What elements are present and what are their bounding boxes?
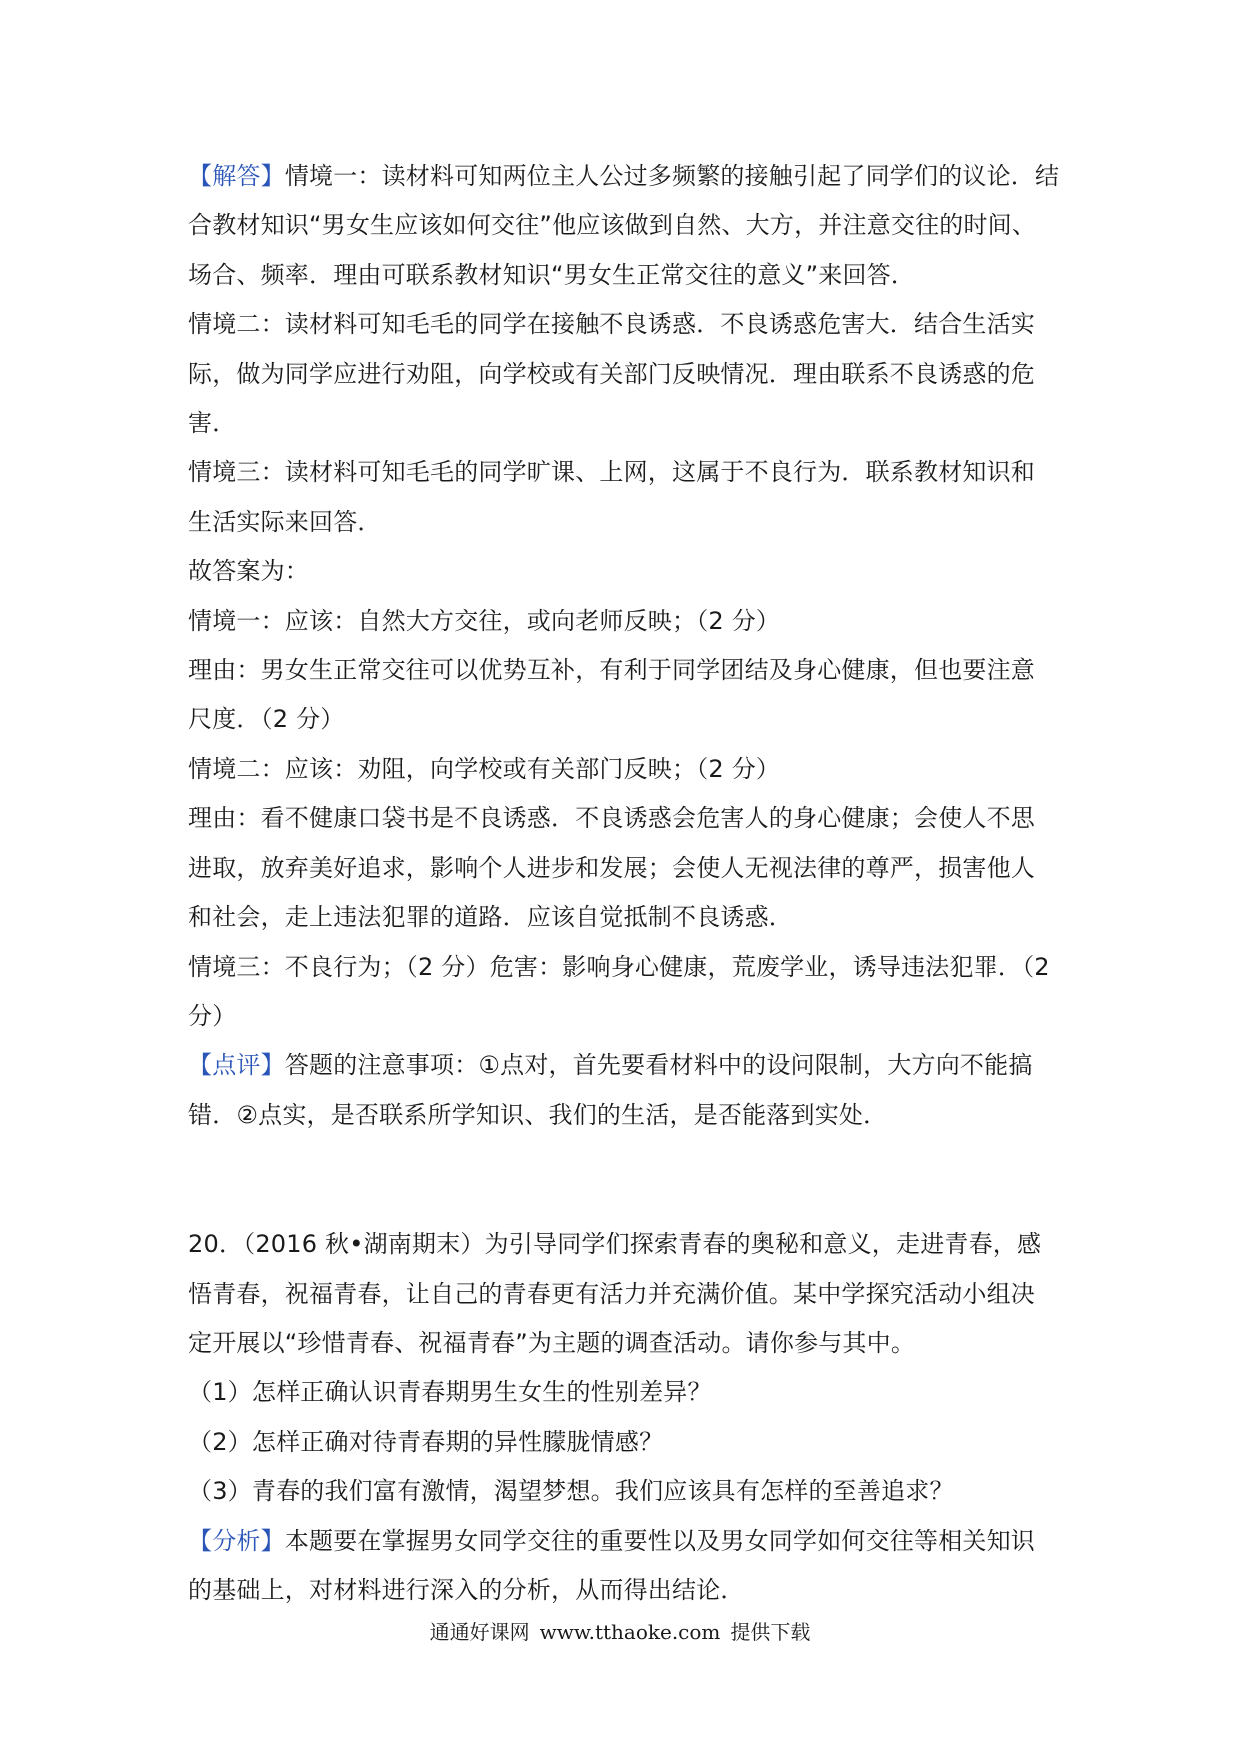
page-footer <box>0 1616 1240 1645</box>
answer-line-10: 情境一：应该：自然大方交往，或向老师反映；（2 分） <box>188 606 781 635</box>
question20-line-1: 20．（2016 秋•湖南期末）为引导同学们探索青春的奥秘和意义，走进青春，感 <box>188 1230 1042 1259</box>
answer-line-6: 害． <box>188 409 237 438</box>
answer-line-17: 情境三：不良行为；（2 分）危害：影响身心健康，荒废学业，诱导违法犯罪．（2 <box>188 952 1050 981</box>
answer-line-16: 和社会，走上违法犯罪的道路．应该自觉抵制不良诱惑． <box>188 903 793 932</box>
footer-site-name: 通通好课网 <box>429 1620 530 1644</box>
analysis-text: 本题要在掌握男女同学交往的重要性以及男女同学如何交往等相关知识 <box>284 1526 1036 1555</box>
analysis-line-1 <box>188 1517 1068 1566</box>
question20-sub-3: （3）青春的我们富有激情，渴望梦想。我们应该具有怎样的至善追求？ <box>188 1477 954 1506</box>
comment-tag: 【点评】 <box>188 1051 285 1080</box>
answer-line-9: 故答案为： <box>188 557 309 586</box>
footer-download-text: 提供下载 <box>730 1620 811 1644</box>
document-content <box>188 152 1068 1615</box>
answer-line-14: 理由：看不健康口袋书是不良诱惑．不良诱惑会危害人的身心健康；会使人不思 <box>188 804 1035 833</box>
comment-text: 答题的注意事项：①点对，首先要看材料中的设问限制，大方向不能搞 <box>284 1051 1033 1080</box>
answer-line-15: 进取，放弃美好追求，影响个人进步和发展；会使人无视法律的尊严，损害他人 <box>188 853 1035 882</box>
footer-url-link[interactable]: www.tthaoke.com <box>539 1620 721 1644</box>
answer-tag: 【解答】 <box>188 162 285 190</box>
answer-line-8: 生活实际来回答． <box>188 507 382 536</box>
comment-line-1 <box>188 1041 1068 1090</box>
comment-line-2: 错．②点实，是否联系所学知识、我们的生活，是否能落到实处． <box>188 1100 888 1129</box>
answer-line-12: 尺度．（2 分） <box>188 705 345 734</box>
answer-text: 情境一：读材料可知两位主人公过多频繁的接触引起了同学们的议论．结 <box>284 162 1060 190</box>
answer-line-13: 情境二：应该：劝阻，向学校或有关部门反映；（2 分） <box>188 754 781 783</box>
section-gap <box>188 1140 1068 1220</box>
question20-line-3: 定开展以“珍惜青春、祝福青春”为主题的调查活动。请你参与其中。 <box>188 1328 916 1357</box>
answer-line-3: 场合、频率．理由可联系教材知识“男女生正常交往的意义”来回答． <box>188 260 916 289</box>
answer-line-5: 际，做为同学应进行劝阻，向学校或有关部门反映情况．理由联系不良诱惑的危 <box>188 359 1035 388</box>
analysis-tag: 【分析】 <box>188 1526 285 1555</box>
answer-line-11: 理由：男女生正常交往可以优势互补，有利于同学团结及身心健康，但也要注意 <box>188 656 1035 685</box>
analysis-line-2: 的基础上，对材料进行深入的分析，从而得出结论． <box>188 1575 745 1604</box>
answer-line-2: 合教材知识“男女生应该如何交往”他应该做到自然、大方，并注意交往的时间、 <box>188 211 1037 240</box>
question20-line-2: 悟青春，祝福青春，让自己的青春更有活力并充满价值。某中学探究活动小组决 <box>188 1279 1035 1308</box>
answer-line-4: 情境二：读材料可知毛毛的同学在接触不良诱惑．不良诱惑危害大．结合生活实 <box>188 310 1035 339</box>
answer-line-18: 分） <box>188 1001 237 1030</box>
answer-line-7: 情境三：读材料可知毛毛的同学旷课、上网，这属于不良行为．联系教材知识和 <box>188 458 1035 487</box>
question20-sub-2: （2）怎样正确对待青春期的异性朦胧情感？ <box>188 1427 664 1456</box>
answer-line-1 <box>188 152 1068 201</box>
question20-sub-1: （1）怎样正确认识青春期男生女生的性别差异？ <box>188 1378 712 1407</box>
